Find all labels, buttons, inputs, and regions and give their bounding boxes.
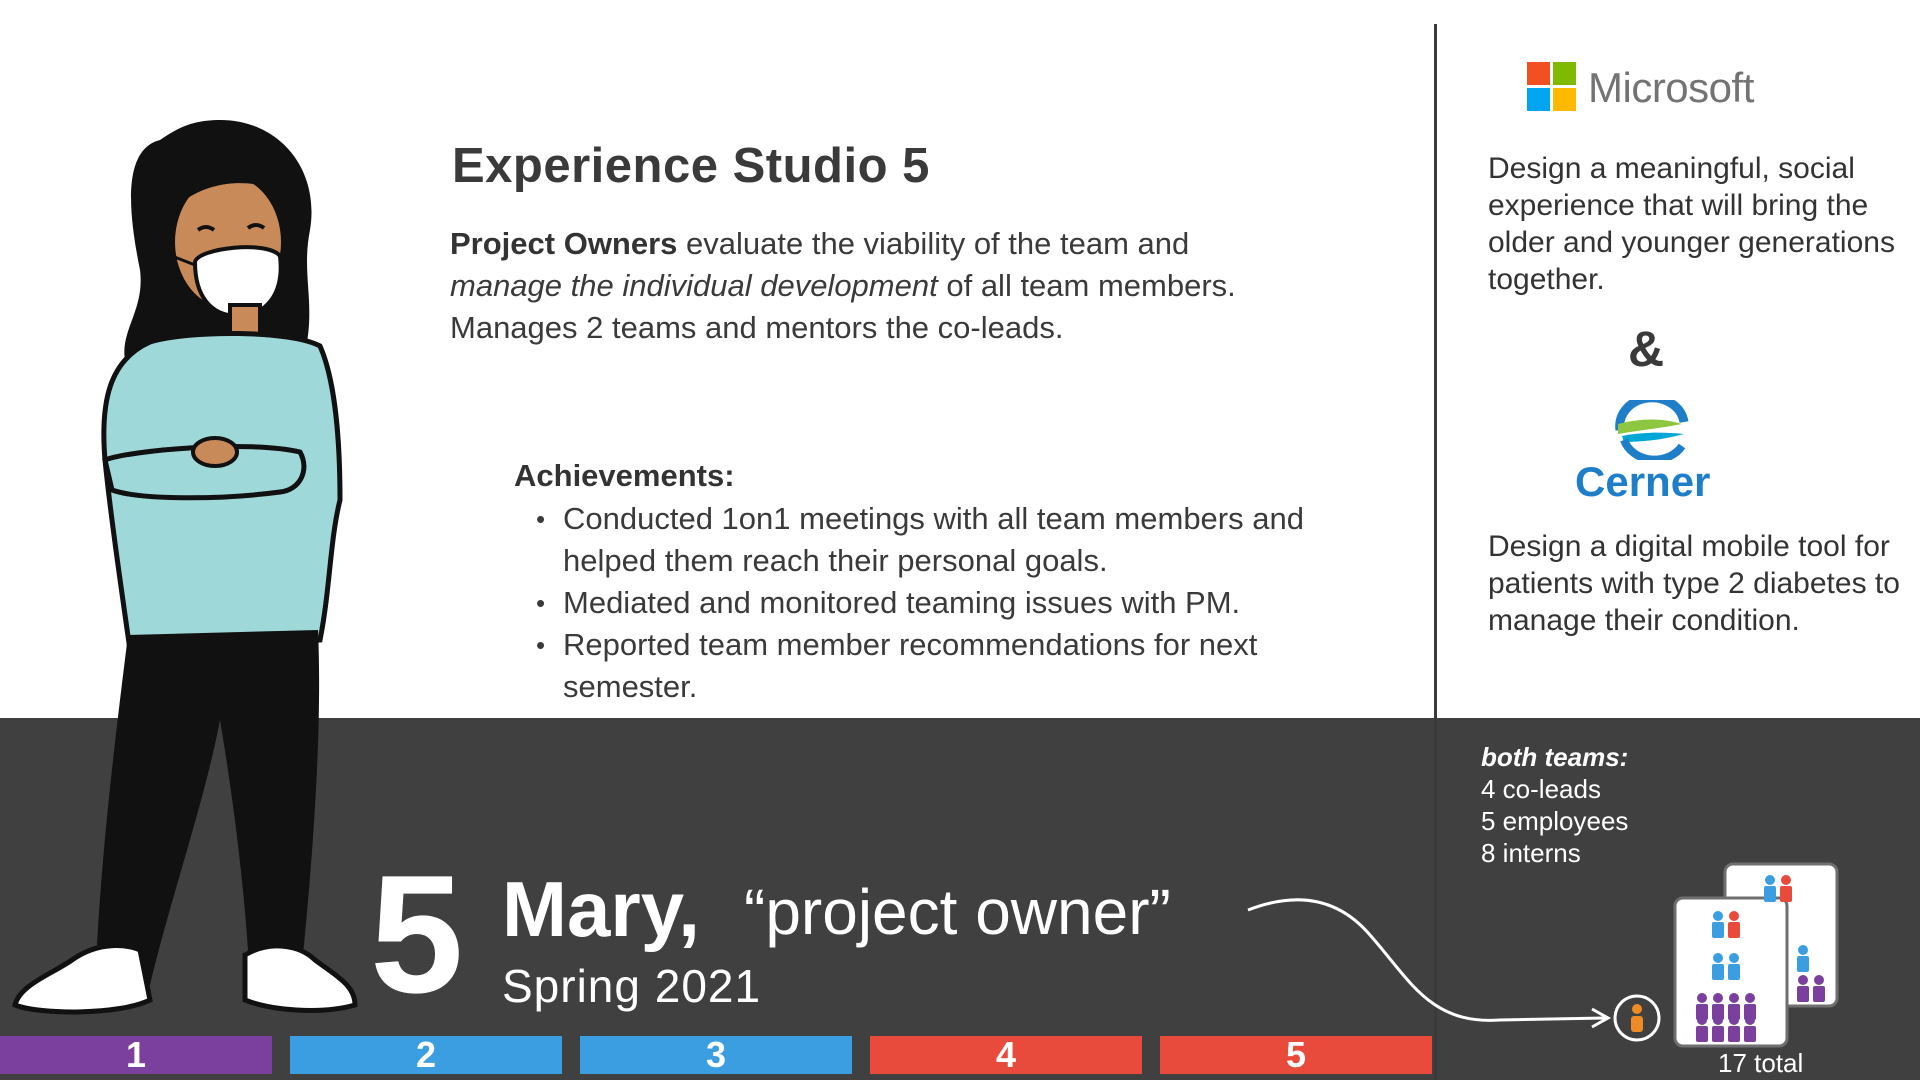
cerner-project-description: Design a digital mobile tool for patients with type 2 diabetes to manage their condition. [1488,530,1900,637]
person-role: “project owner” [744,876,1171,948]
team-line: 4 co-leads [1481,774,1601,804]
ampersand: & [1628,321,1665,377]
timeline-segment-1 [0,1036,272,1074]
team-total-label: 17 total [1718,1048,1804,1078]
intern-icon [1696,1015,1708,1042]
cerner-logo-icon [1612,400,1692,460]
achievement-item: • Conducted 1on1 meetings with all team members and helped them reach their personal goals. [514,498,1354,582]
achievements-section [514,458,1354,708]
cerner-wordmark: Cerner [1575,458,1711,505]
timeline-label: 3 [705,1034,727,1075]
timeline-segment-3 [580,1036,852,1074]
timeline-label: 1 [125,1034,147,1075]
timeline-segment-2 [290,1036,562,1074]
microsoft-project-description: Design a meaningful, social experience that will bring the older and younger generations together. [1488,152,1895,296]
microsoft-wordmark: Microsoft [1588,64,1754,111]
employee-icon [1712,953,1724,980]
intern-icon [1712,1015,1724,1042]
microsoft-logo-icon [1527,62,1577,112]
team-line: 5 employees [1481,806,1629,836]
connector-arrow [1240,890,1640,1050]
team-cards-icon [1600,858,1850,1048]
employee-icon [1797,945,1809,972]
co-lead-icon [1728,911,1740,938]
timeline-label: 4 [995,1034,1017,1075]
employee-icon [1764,875,1776,902]
studio-title: Experience Studio 5 [452,139,930,193]
description-bold-lead: Project Owners [450,226,678,261]
timeline-label: 2 [415,1034,437,1075]
role-description [450,223,1270,349]
description-text-2: of all team members. [937,268,1236,303]
achievement-item: • Mediated and monitored teaming issues with PM. [514,582,1354,624]
stage-number: 5 [370,840,460,1028]
description-italic: manage the individual development [450,268,938,303]
employee-icon [1728,953,1740,980]
intern-icon [1797,975,1809,1002]
employee-icon [1712,911,1724,938]
timeline-segment-5 [1160,1036,1432,1074]
co-lead-icon [1780,875,1792,902]
description-text-1: evaluate the viability of the team and [677,226,1190,261]
intern-icon [1744,1015,1756,1042]
intern-icon [1728,1015,1740,1042]
intern-icon [1813,975,1825,1002]
timeline-segment-4 [870,1036,1142,1074]
project-owner-illustration [0,80,380,1040]
achievements-heading: Achievements: [514,458,735,493]
description-text-3: Manages 2 teams and mentors the co-leads. [450,310,1064,345]
timeline-label: 5 [1285,1034,1307,1075]
achievement-item: • Reported team member recommendations for next semester. [514,624,1354,708]
teams-label: both teams: [1481,742,1629,772]
achievements-list [514,498,1354,708]
semester-label: Spring 2021 [502,960,762,1012]
person-name: Mary, [502,865,700,953]
team-line: 8 interns [1481,838,1581,868]
